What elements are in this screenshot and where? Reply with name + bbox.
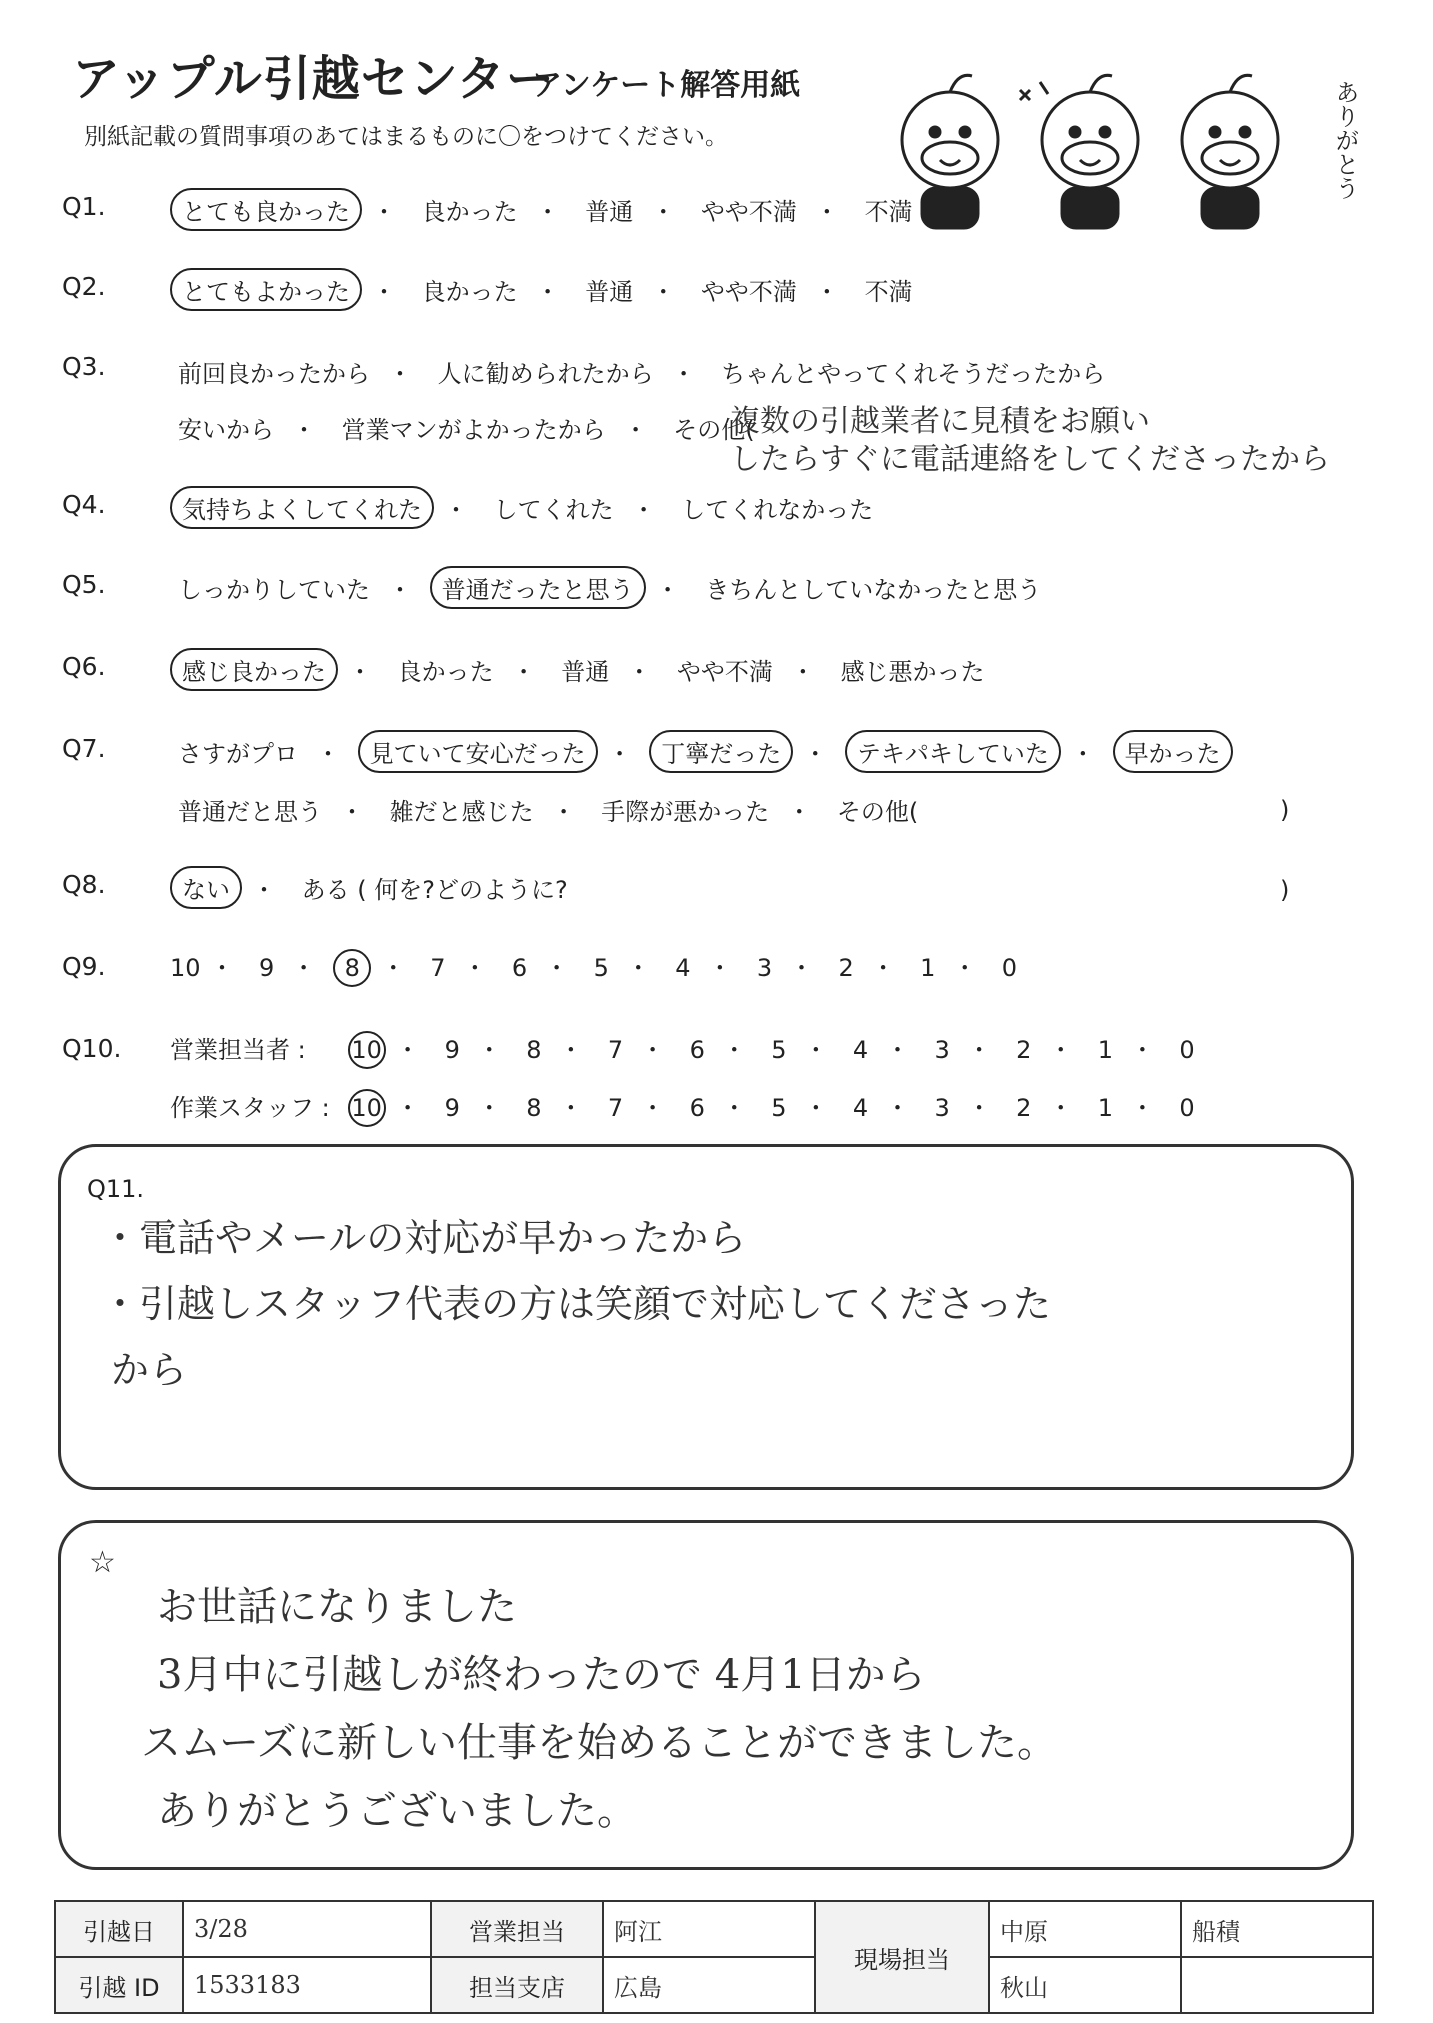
q3-label: Q3. xyxy=(62,352,106,381)
q7-options-line2: 普通だと思う ・ 雑だと感じた ・ 手際が悪かった ・ その他( xyxy=(170,790,926,829)
q2-option-selected[interactable]: とてもよかった xyxy=(170,268,362,311)
q3-other-text-2: したらすぐに電話連絡をしてくださったから xyxy=(730,442,1330,477)
q3-option[interactable]: ちゃんとやってくれそうだったから xyxy=(721,360,1106,388)
q10-staff-score-selected[interactable]: 10 xyxy=(348,1089,386,1127)
q10-label: Q10. xyxy=(62,1034,122,1063)
q11-label: Q11. xyxy=(87,1175,145,1203)
q5-option-selected[interactable]: 普通だったと思う xyxy=(430,566,646,609)
star-icon: ☆ xyxy=(89,1545,116,1580)
q6-option-selected[interactable]: 感じ良かった xyxy=(170,648,338,691)
q7-option-selected[interactable]: 早かった xyxy=(1113,730,1233,773)
comment-line-2: 3月中に引越しが終わったので 4月1日から xyxy=(157,1652,926,1698)
site-rep-value[interactable] xyxy=(1181,1957,1373,2013)
q7-option-selected[interactable]: 見ていて安心だった xyxy=(358,730,598,773)
move-date-label: 引越日 xyxy=(55,1901,183,1957)
sales-rep-label: 営業担当 xyxy=(431,1901,603,1957)
q7-label: Q7. xyxy=(62,734,106,763)
q9-score[interactable]: 9 xyxy=(259,954,275,982)
q2-option[interactable]: 不満 xyxy=(864,278,913,306)
q6-label: Q6. xyxy=(62,652,106,681)
q11-line-3: から xyxy=(111,1348,188,1392)
q1-option[interactable]: 不満 xyxy=(864,198,913,226)
q1-option[interactable]: 良かった xyxy=(421,198,518,226)
q4-options: 気持ちよくしてくれた ・ してくれた ・ してくれなかった xyxy=(170,486,881,529)
q2-options: とてもよかった ・ 良かった ・ 普通 ・ やや不満 ・ 不満 xyxy=(170,268,921,311)
q10-staff-score[interactable]: 2 xyxy=(1016,1094,1032,1122)
q10-sales-score[interactable]: 6 xyxy=(689,1036,705,1064)
q10-sales-score[interactable]: 8 xyxy=(526,1036,542,1064)
q2-option[interactable]: やや不満 xyxy=(700,278,797,306)
q10-staff-score[interactable]: 1 xyxy=(1097,1094,1114,1122)
q10-sales-score[interactable]: 3 xyxy=(934,1036,950,1064)
q9-score[interactable]: 4 xyxy=(675,954,691,982)
q10-staff-score[interactable]: 4 xyxy=(852,1094,869,1122)
branch-value[interactable]: 広島 xyxy=(603,1957,815,2013)
comment-line-1: お世話になりました xyxy=(157,1584,517,1630)
q3-option-other[interactable]: その他( xyxy=(673,416,755,444)
q2-option[interactable]: 良かった xyxy=(421,278,518,306)
q9-score[interactable]: 7 xyxy=(430,954,446,982)
q10-sales-score[interactable]: 0 xyxy=(1179,1036,1195,1064)
q10-sales-score[interactable]: 5 xyxy=(771,1036,787,1064)
q3-option[interactable]: 人に勧められたから xyxy=(437,360,654,388)
branch-label: 担当支店 xyxy=(431,1957,603,2013)
q10-sales-score[interactable]: 1 xyxy=(1097,1036,1114,1064)
q10-staff-row: 作業スタッフ : 10 ・ 9 ・ 8 ・ 7 ・ 6 ・ 5 ・ 4 ・ 3 ・ 2 ・ 1 ・ 0 xyxy=(170,1088,1202,1127)
q8-close-paren: ) xyxy=(1280,876,1290,904)
q3-option[interactable]: 安いから xyxy=(178,416,274,444)
move-info-table xyxy=(54,1900,1374,2014)
move-id-value[interactable]: 1533183 xyxy=(183,1957,431,2013)
q4-option-selected[interactable]: 気持ちよくしてくれた xyxy=(170,486,434,529)
q9-score[interactable]: 0 xyxy=(1001,954,1018,982)
site-rep-value[interactable]: 中原 xyxy=(989,1901,1181,1957)
q7-option-other[interactable]: その他( xyxy=(836,798,919,826)
q9-score-selected[interactable]: 8 xyxy=(333,949,371,987)
q10-staff-score[interactable]: 5 xyxy=(771,1094,787,1122)
q4-label: Q4. xyxy=(62,490,106,519)
q7-option-selected[interactable]: テキパキしていた xyxy=(845,730,1061,773)
q4-option[interactable]: してくれた xyxy=(493,496,614,524)
q9-score[interactable]: 5 xyxy=(593,954,609,982)
q10-sales-score[interactable]: 7 xyxy=(607,1036,624,1064)
q2-label: Q2. xyxy=(62,272,106,301)
q10-sales-label: 営業担当者 : xyxy=(170,1036,306,1064)
q5-option[interactable]: きちんとしていなかったと思う xyxy=(705,576,1042,604)
q9-score[interactable]: 10 xyxy=(170,954,201,982)
comment-line-3: スムーズに新しい仕事を始めることができました。 xyxy=(141,1720,1057,1766)
q3-other-text-1: 複数の引越業者に見積をお願い xyxy=(730,404,1150,439)
q10-sales-score[interactable]: 9 xyxy=(444,1036,460,1064)
q1-option[interactable]: やや不満 xyxy=(700,198,797,226)
q7-option[interactable]: 雑だと感じた xyxy=(389,798,534,826)
q10-sales-score[interactable]: 2 xyxy=(1016,1036,1032,1064)
q10-staff-score[interactable]: 7 xyxy=(607,1094,624,1122)
q5-label: Q5. xyxy=(62,570,106,599)
q7-option-selected[interactable]: 丁寧だった xyxy=(649,730,793,773)
q11-line-2: ・引越しスタッフ代表の方は笑顔で対応してくださった xyxy=(101,1282,1052,1326)
q11-answer-box[interactable] xyxy=(58,1144,1354,1490)
q10-staff-score[interactable]: 0 xyxy=(1179,1094,1195,1122)
q9-score[interactable]: 2 xyxy=(838,954,854,982)
form-title: アップル引越センター xyxy=(72,51,555,107)
q7-close-paren: ) xyxy=(1280,796,1290,824)
q6-option[interactable]: 良かった xyxy=(397,658,494,686)
q9-score[interactable]: 6 xyxy=(511,954,528,982)
q5-option[interactable]: しっかりしていた xyxy=(178,576,370,604)
q10-sales-row: 営業担当者 : 10 ・ 9 ・ 8 ・ 7 ・ 6 ・ 5 ・ 4 ・ 3 ・ 2 ・ 1 ・ 0 xyxy=(170,1030,1202,1069)
site-rep-value[interactable]: 秋山 xyxy=(989,1957,1181,2013)
q7-option[interactable]: 手際が悪かった xyxy=(601,798,770,826)
site-rep-label: 現場担当 xyxy=(815,1901,989,2013)
comment-line-4: ありがとうございました。 xyxy=(157,1788,637,1834)
q3-option[interactable]: 前回良かったから xyxy=(178,360,370,388)
q3-option[interactable]: 営業マンがよかったから xyxy=(341,416,606,444)
q6-option[interactable]: 感じ悪かった xyxy=(840,658,985,686)
q2-option[interactable]: 普通 xyxy=(585,278,634,306)
site-rep-value[interactable]: 船積 xyxy=(1181,1901,1373,1957)
q4-option[interactable]: してくれなかった xyxy=(681,496,874,524)
q10-staff-score[interactable]: 3 xyxy=(934,1094,950,1122)
q8-label: Q8. xyxy=(62,870,106,899)
q10-sales-score-selected[interactable]: 10 xyxy=(348,1031,386,1069)
q5-options: しっかりしていた ・ 普通だったと思う ・ きちんとしていなかったと思う xyxy=(170,566,1049,609)
q6-option[interactable]: やや不満 xyxy=(676,658,773,686)
q6-options: 感じ良かった ・ 良かった ・ 普通 ・ やや不満 ・ 感じ悪かった xyxy=(170,648,993,691)
q9-score[interactable]: 1 xyxy=(920,954,936,982)
q7-option[interactable]: さすがプロ xyxy=(178,740,298,768)
mascot-caption: ありがとう xyxy=(1331,80,1359,200)
sales-rep-value[interactable]: 阿江 xyxy=(603,1901,815,1957)
q7-option[interactable]: 普通だと思う xyxy=(178,798,322,826)
mascot-illustration xyxy=(880,60,1360,240)
form-subtitle: アンケート解答用紙 xyxy=(532,68,801,103)
move-date-value[interactable]: 3/28 xyxy=(183,1901,431,1957)
q7-options-line1: さすがプロ ・ 見ていて安心だった ・ 丁寧だった ・ テキパキしていた ・ 早かった xyxy=(170,730,1233,773)
q6-option[interactable]: 普通 xyxy=(561,658,610,686)
q1-options: とても良かった ・ 良かった ・ 普通 ・ やや不満 ・ 不満 xyxy=(170,188,921,231)
q9-label: Q9. xyxy=(62,952,106,981)
q10-sales-score[interactable]: 4 xyxy=(852,1036,869,1064)
q10-staff-score[interactable]: 6 xyxy=(689,1094,705,1122)
q8-options: ない ・ ある ( 何を?どのように? xyxy=(170,866,576,909)
instruction-text: 別紙記載の質問事項のあてはまるものに〇をつけてください。 xyxy=(84,124,728,150)
q1-option[interactable]: 普通 xyxy=(585,198,634,226)
q10-staff-score[interactable]: 9 xyxy=(444,1094,460,1122)
q9-scale: 10 ・ 9 ・ 8 ・ 7 ・ 6 ・ 5 ・ 4 ・ 3 ・ 2 ・ 1 ・ 0 xyxy=(170,948,1024,987)
q3-options-line2: 安いから ・ 営業マンがよかったから ・ その他( xyxy=(170,408,763,447)
q3-options-line1: 前回良かったから ・ 人に勧められたから ・ ちゃんとやってくれそうだったから xyxy=(170,352,1113,391)
q1-option-selected[interactable]: とても良かった xyxy=(170,188,362,231)
q10-staff-label: 作業スタッフ : xyxy=(170,1094,330,1122)
q8-option[interactable]: ある ( 何を?どのように? xyxy=(301,876,568,904)
q10-staff-score[interactable]: 8 xyxy=(526,1094,542,1122)
move-id-label: 引越 ID xyxy=(55,1957,183,2013)
q11-line-1: ・電話やメールの対応が早かったから xyxy=(101,1216,747,1260)
q8-option-selected[interactable]: ない xyxy=(170,866,242,909)
comment-box[interactable] xyxy=(58,1520,1354,1870)
q9-score[interactable]: 3 xyxy=(756,954,773,982)
q1-label: Q1. xyxy=(62,192,106,221)
